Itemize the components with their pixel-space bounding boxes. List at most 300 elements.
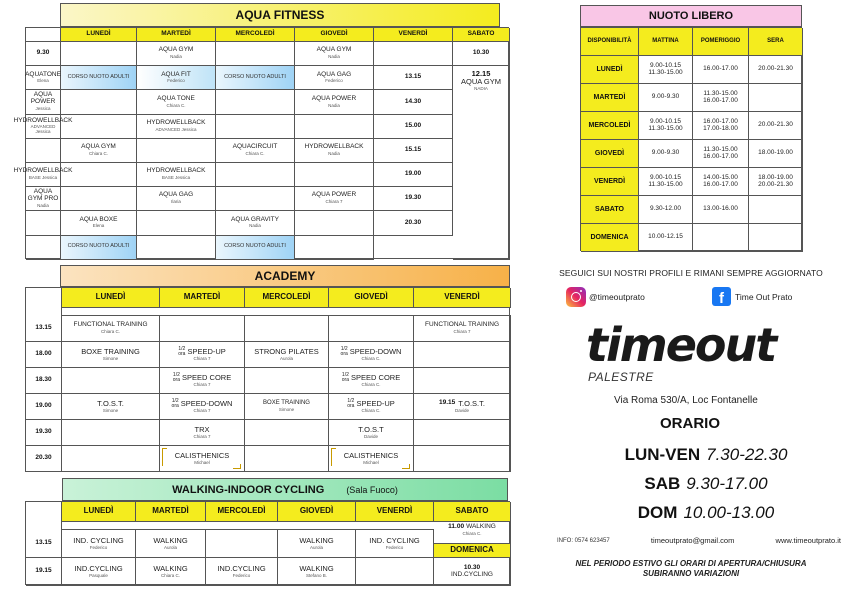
class-name: AQUA TONE xyxy=(157,94,195,102)
day-header xyxy=(160,288,245,308)
class-cell[interactable] xyxy=(374,42,453,66)
column-header xyxy=(749,28,803,56)
day-header xyxy=(434,502,511,522)
spacer xyxy=(62,308,160,316)
follow-text: SEGUICI SUI NOSTRI PROFILI E RIMANI SEMPRE AGGIORNATO xyxy=(559,268,823,278)
day-header xyxy=(62,288,160,308)
instructor: Simone xyxy=(102,407,119,413)
class-name: AQUA GAG xyxy=(158,191,194,199)
class-name: TRX xyxy=(194,424,210,434)
class-cell[interactable] xyxy=(295,236,374,260)
instructor: Jessica xyxy=(35,105,51,111)
friday-time: 19.15 xyxy=(439,398,456,406)
day-label: LUNEDÌ xyxy=(83,506,114,516)
slot-cell xyxy=(693,56,749,84)
class-name: AQUA GAG xyxy=(316,70,352,78)
class-cell[interactable] xyxy=(137,187,216,211)
class-cell[interactable] xyxy=(62,446,160,472)
class-name: CALISTHENICS xyxy=(343,450,399,460)
class-name: T.O.S.T xyxy=(358,424,384,434)
class-cell[interactable] xyxy=(295,211,374,235)
address: Via Roma 530/A, Loc Fontanelle xyxy=(614,395,758,406)
aqua-fitness-title-text: AQUA FITNESS xyxy=(235,8,325,22)
nuoto-libero-title-text: NUOTO LIBERO xyxy=(648,10,734,22)
day-header xyxy=(136,502,206,522)
class-cell[interactable] xyxy=(206,530,278,558)
class-name: T.O.S.T. xyxy=(458,398,485,408)
spacer xyxy=(206,522,278,530)
spacer xyxy=(278,522,356,530)
day-header xyxy=(356,502,434,522)
hours-row xyxy=(586,498,826,527)
saturday-time: 12.15 xyxy=(471,69,491,79)
slot-cell xyxy=(749,112,803,140)
slot-cell xyxy=(693,112,749,140)
walking-title-text: WALKING-INDOOR CYCLING xyxy=(172,483,325,496)
time-cell: 20.30 xyxy=(374,211,453,235)
class-name: IND.CYCLING xyxy=(217,563,266,573)
class-cell[interactable] xyxy=(216,42,295,66)
class-cell[interactable] xyxy=(245,394,329,420)
class-cell[interactable] xyxy=(295,163,374,187)
class-name: AQUA GYM PRO xyxy=(27,188,59,202)
instructor: Nadia xyxy=(249,223,261,229)
class-cell[interactable] xyxy=(329,446,414,472)
class-cell[interactable] xyxy=(62,558,136,586)
class-cell[interactable] xyxy=(295,187,374,211)
slot-cell xyxy=(693,168,749,196)
time-slot: 18.00-19.00 xyxy=(758,149,793,157)
spacer xyxy=(329,308,414,316)
class-cell[interactable] xyxy=(216,211,295,235)
class-name: AQUATONE xyxy=(25,70,61,78)
time-cell: 15.00 xyxy=(374,115,453,139)
hours-days: LUN-VEN xyxy=(624,445,701,464)
slot-cell xyxy=(693,84,749,112)
day-label: MARTEDÌ xyxy=(183,292,221,302)
nuoto-libero-title xyxy=(580,5,802,27)
class-name: AQUA GYM xyxy=(158,46,194,54)
instructor: Davide xyxy=(363,433,378,439)
day-cell xyxy=(581,140,639,168)
slot-cell xyxy=(749,168,803,196)
day-label: MARTEDÌ xyxy=(161,30,191,38)
hours-time: 9.30-17.00 xyxy=(686,474,768,493)
corner-cell xyxy=(26,28,61,42)
arrow-corner-icon xyxy=(233,464,241,469)
day-label: SABATO xyxy=(595,205,624,213)
class-cell[interactable] xyxy=(329,394,414,420)
summer-notice: NEL PERIODO ESTIVO GLI ORARI DI APERTURA/CHIUSURA SUBIRANNO VARIAZIONI xyxy=(575,559,807,578)
instructor: Michael xyxy=(194,459,210,465)
hours-days: SAB xyxy=(644,474,681,493)
facebook-link[interactable] xyxy=(712,287,792,306)
aqua-fitness-title xyxy=(60,3,500,27)
class-cell[interactable] xyxy=(26,66,61,90)
class-cell[interactable] xyxy=(137,211,216,235)
class-name: AQUA POWER xyxy=(30,91,56,106)
time-cell: 19.30 xyxy=(374,187,453,211)
time-cell: 19.30 xyxy=(26,420,62,446)
instructor: Aurola xyxy=(309,544,323,550)
class-cell[interactable] xyxy=(26,211,61,235)
day-label: VENERDÌ xyxy=(376,506,413,516)
facebook-icon: f xyxy=(712,287,731,306)
class-cell[interactable] xyxy=(26,236,61,260)
class-cell[interactable] xyxy=(216,90,295,114)
hours-row xyxy=(586,469,826,498)
day-label: DOMENICA xyxy=(590,233,629,241)
time-slot: 10.00-12.15 xyxy=(648,233,683,241)
instructor: Federico xyxy=(385,544,404,550)
class-cell[interactable] xyxy=(278,530,356,558)
time-slot: 20.00-21.30 xyxy=(758,65,793,73)
day-header xyxy=(374,28,453,42)
class-cell[interactable] xyxy=(329,368,414,394)
class-cell[interactable] xyxy=(26,187,61,211)
saturday-instructor: Chiara C. xyxy=(462,530,482,536)
slot-cell xyxy=(693,140,749,168)
class-cell[interactable] xyxy=(61,236,137,260)
class-name: AQUA GYM xyxy=(316,46,352,54)
slot-cell xyxy=(749,224,803,252)
instructor: Federico xyxy=(167,78,185,84)
day-header xyxy=(245,288,329,308)
day-header xyxy=(453,28,510,42)
time-slot: 9.30-12.00 xyxy=(649,205,682,213)
instructor: ADVANCED Jessica xyxy=(30,124,56,135)
arrow-corner-icon xyxy=(402,464,410,469)
class-cell[interactable] xyxy=(295,66,374,90)
day-cell xyxy=(581,196,639,224)
time-cell: 13.15 xyxy=(374,66,453,90)
column-header xyxy=(639,28,693,56)
day-label: MERCOLEDÌ xyxy=(262,292,311,302)
day-label: MERCOLEDÌ xyxy=(217,506,266,516)
class-cell[interactable] xyxy=(137,90,216,114)
day-header xyxy=(137,28,216,42)
instructor: Chiara 7 xyxy=(193,382,211,388)
day-label: LUNEDÌ xyxy=(95,292,126,302)
class-name: IND. CYCLING xyxy=(369,535,420,545)
instructor: Nadia xyxy=(328,150,340,156)
class-name: SPEED CORE xyxy=(351,372,401,382)
day-cell xyxy=(581,224,639,252)
spacer xyxy=(245,308,329,316)
class-name: CORSO NUOTO ADULTI xyxy=(67,243,130,250)
day-label: VENERDÌ xyxy=(593,177,626,185)
instructor: Elena xyxy=(37,78,49,84)
slot-cell xyxy=(639,168,693,196)
class-cell[interactable] xyxy=(61,90,137,114)
half-hour-icon: 1/2 ora xyxy=(340,346,348,357)
class-cell[interactable] xyxy=(61,115,137,139)
timeout-logo-text: timeout xyxy=(586,318,776,372)
instructor: Federico xyxy=(325,78,343,84)
instructor: BASE Jessica xyxy=(28,175,58,181)
class-cell[interactable] xyxy=(62,394,160,420)
walking-table xyxy=(25,501,510,585)
class-cell[interactable] xyxy=(245,368,329,394)
sunday-class: IND.CYCLING xyxy=(451,570,493,578)
saturday-cell[interactable] xyxy=(453,66,510,260)
day-cell xyxy=(581,56,639,84)
instagram-handle: @timeoutprato xyxy=(589,292,645,302)
column-header xyxy=(693,28,749,56)
time-slot: 9.00-10.15 11.30-15.00 xyxy=(648,117,683,132)
class-name: WALKING xyxy=(299,563,334,573)
slot-cell xyxy=(639,224,693,252)
class-name: AQUA GRAVITY xyxy=(231,215,279,223)
instructor: Federico xyxy=(89,544,108,550)
class-cell[interactable] xyxy=(61,211,137,235)
header-label: DISPONIBILITÀ xyxy=(587,38,632,45)
time-slot: 16.00-17.00 xyxy=(703,65,738,73)
walking-subtitle: (Sala Fuoco) xyxy=(346,484,398,495)
academy-table xyxy=(25,287,510,472)
class-cell[interactable] xyxy=(62,368,160,394)
day-label: GIOVEDÌ xyxy=(354,292,388,302)
class-cell[interactable] xyxy=(137,42,216,66)
class-cell[interactable] xyxy=(329,316,414,342)
day-header xyxy=(62,502,136,522)
class-name: HYDROWELLBACK xyxy=(146,167,206,175)
slot-cell xyxy=(639,56,693,84)
slot-cell xyxy=(749,84,803,112)
saturday-class: WALKING xyxy=(466,523,496,530)
arrow-corner-icon xyxy=(162,448,167,466)
timeout-logo-sub: PALESTRE xyxy=(588,370,654,384)
class-cell[interactable] xyxy=(61,139,137,163)
class-cell[interactable] xyxy=(414,368,511,394)
hours-row xyxy=(586,440,826,469)
class-name: WALKING xyxy=(153,563,188,573)
header-label: POMERIGGIO xyxy=(700,38,741,45)
class-cell[interactable] xyxy=(216,115,295,139)
time-slot: 16.00-17.00 17.00-18.00 xyxy=(703,117,738,132)
nuoto-libero-table xyxy=(580,27,802,251)
day-header xyxy=(61,28,137,42)
time-cell: 19.15 xyxy=(26,558,62,586)
class-cell[interactable] xyxy=(160,368,245,394)
day-header xyxy=(278,502,356,522)
spacer xyxy=(62,522,136,530)
time-cell: 19.00 xyxy=(26,394,62,420)
header-label: SERA xyxy=(767,38,784,45)
class-cell[interactable] xyxy=(137,236,216,260)
class-cell[interactable] xyxy=(329,420,414,446)
class-cell[interactable] xyxy=(62,342,160,368)
instructor: BASE Jessica xyxy=(161,175,191,181)
time-slot: 9.00-9.30 xyxy=(651,149,680,157)
spacer xyxy=(136,522,206,530)
class-cell[interactable] xyxy=(216,187,295,211)
time-slot: 11.30-15.00 16.00-17.00 xyxy=(703,145,738,160)
class-cell[interactable] xyxy=(295,42,374,66)
email-link[interactable]: timeoutprato@gmail.com xyxy=(650,536,735,545)
class-cell[interactable] xyxy=(160,316,245,342)
class-name: HYDROWELLBACK xyxy=(13,167,73,175)
class-cell[interactable] xyxy=(62,316,160,342)
instructor: Davide xyxy=(454,407,469,413)
class-cell[interactable] xyxy=(13,115,73,139)
header-label: MATTINA xyxy=(652,38,679,45)
class-cell[interactable] xyxy=(136,558,206,586)
instructor: Chiara 7 xyxy=(453,329,471,335)
class-name: AQUA BOXE xyxy=(79,215,118,223)
day-label: GIOVEDÌ xyxy=(594,149,625,157)
class-cell[interactable] xyxy=(26,90,61,114)
slot-cell xyxy=(693,196,749,224)
half-hour-icon: 1/2 ora xyxy=(341,372,350,383)
half-hour-icon: 1/2 ora xyxy=(171,398,179,409)
instructor: Aurola xyxy=(163,544,177,550)
class-cell[interactable] xyxy=(356,558,434,586)
day-label: SABATO xyxy=(467,30,495,38)
day-label: VENERDÌ xyxy=(398,30,428,38)
half-hour-icon: 1/2 ora xyxy=(347,398,355,409)
class-name: CORSO NUOTO ADULTI xyxy=(224,243,286,250)
class-cell[interactable] xyxy=(13,163,73,187)
class-name: CORSO NUOTO ADULTI xyxy=(224,73,286,80)
class-cell[interactable] xyxy=(278,558,356,586)
class-cell[interactable] xyxy=(414,316,511,342)
corner-cell xyxy=(26,502,62,530)
time-cell: 10.30 xyxy=(453,42,510,66)
instructor: Simone xyxy=(102,355,119,361)
day-label: LUNEDÌ xyxy=(86,30,111,38)
class-cell[interactable] xyxy=(216,66,295,90)
class-cell[interactable] xyxy=(26,139,61,163)
orario-title: ORARIO xyxy=(660,415,720,432)
instructor: Chiara C. xyxy=(160,572,180,578)
class-cell[interactable] xyxy=(414,342,511,368)
class-cell[interactable] xyxy=(356,530,434,558)
day-label: MARTEDÌ xyxy=(152,506,189,516)
class-name: SPEED-DOWN xyxy=(349,346,402,356)
class-cell[interactable] xyxy=(414,420,511,446)
website-link[interactable]: www.timeoutprato.it xyxy=(775,536,841,545)
class-name: HYDROWELLBACK xyxy=(146,118,206,126)
sunday-header: DOMENICA xyxy=(434,543,510,557)
class-name: FUNCTIONAL TRAINING xyxy=(73,321,148,329)
class-cell[interactable] xyxy=(216,139,295,163)
class-name: IND. CYCLING xyxy=(73,535,124,545)
class-cell[interactable] xyxy=(137,66,216,90)
time-cell: 18.00 xyxy=(26,342,62,368)
class-cell[interactable] xyxy=(61,163,137,187)
instructor: Simone xyxy=(278,406,295,412)
instructor: Chiara C. xyxy=(100,329,120,335)
slot-cell xyxy=(639,140,693,168)
facebook-page: Time Out Prato xyxy=(735,291,793,302)
class-cell[interactable] xyxy=(329,342,414,368)
instructor: Chiara C. xyxy=(245,150,265,156)
time-cell: 19.00 xyxy=(374,163,453,187)
spacer xyxy=(356,522,434,530)
instructor: Michael xyxy=(363,459,379,465)
class-cell[interactable] xyxy=(245,316,329,342)
class-cell[interactable] xyxy=(136,530,206,558)
class-name: WALKING xyxy=(299,535,334,545)
instructor: Chiara 7 xyxy=(193,433,211,439)
hours-time: 10.00-13.00 xyxy=(683,503,775,522)
instructor: Elena xyxy=(92,223,105,229)
class-cell[interactable] xyxy=(160,420,245,446)
class-cell[interactable] xyxy=(245,420,329,446)
class-cell[interactable] xyxy=(61,187,137,211)
instructor: Chiara 7 xyxy=(193,356,211,362)
class-cell[interactable] xyxy=(295,139,374,163)
class-cell[interactable] xyxy=(245,446,329,472)
time-slot: 9.00-10.15 11.30-15.00 xyxy=(648,173,683,188)
class-cell[interactable] xyxy=(62,420,160,446)
class-name: AQUA GYM xyxy=(81,143,116,151)
instructor: Aurola xyxy=(279,355,293,361)
class-name: FUNCTIONAL TRAINING xyxy=(424,321,500,329)
time-cell: 13.15 xyxy=(26,316,62,342)
class-cell[interactable] xyxy=(216,236,295,260)
time-slot: 11.30-15.00 16.00-17.00 xyxy=(703,89,738,104)
aqua-fitness-table xyxy=(13,27,509,259)
instructor: Federico xyxy=(232,572,251,578)
instagram-icon xyxy=(566,287,586,307)
sunday-cell[interactable] xyxy=(434,558,511,586)
time-slot: 20.00-21.30 xyxy=(758,121,793,129)
time-slot: 14.00-15.00 16.00-17.00 xyxy=(703,173,738,188)
day-header xyxy=(295,28,374,42)
class-cell[interactable] xyxy=(295,115,374,139)
instagram-link[interactable] xyxy=(566,287,645,307)
day-cell xyxy=(581,112,639,140)
class-cell[interactable] xyxy=(160,394,245,420)
academy-title-text: ACADEMY xyxy=(254,269,316,283)
class-cell[interactable] xyxy=(137,163,216,187)
column-header xyxy=(581,28,639,56)
class-cell[interactable] xyxy=(137,139,216,163)
class-cell[interactable] xyxy=(137,115,216,139)
class-cell[interactable] xyxy=(160,446,245,472)
class-name: SPEED-DOWN xyxy=(180,398,233,408)
day-header xyxy=(329,288,414,308)
class-cell[interactable] xyxy=(61,42,137,66)
slot-cell xyxy=(749,140,803,168)
class-cell[interactable] xyxy=(62,530,136,558)
class-cell[interactable] xyxy=(61,66,137,90)
class-cell[interactable] xyxy=(160,342,245,368)
day-cell xyxy=(581,84,639,112)
saturday-time: 11.00 xyxy=(448,523,465,530)
class-name: HYDROWELLBACK xyxy=(304,143,364,151)
day-label: LUNEDÌ xyxy=(596,65,623,73)
class-name: IND.CYCLING xyxy=(74,563,123,573)
class-cell[interactable] xyxy=(216,163,295,187)
class-name: SPEED-UP xyxy=(187,346,226,356)
class-cell[interactable] xyxy=(414,446,511,472)
class-cell[interactable] xyxy=(206,558,278,586)
class-cell[interactable] xyxy=(245,342,329,368)
class-name: AQUA POWER xyxy=(311,191,357,199)
instructor: Chiara 7 xyxy=(325,199,343,205)
time-cell: 15.15 xyxy=(374,139,453,163)
class-cell[interactable] xyxy=(295,90,374,114)
class-cell[interactable] xyxy=(414,394,511,420)
saturday-cell[interactable] xyxy=(434,522,511,558)
instructor: Nadia xyxy=(328,54,340,60)
instructor: Chiara C. xyxy=(88,150,108,156)
opening-hours xyxy=(586,440,826,527)
class-name: SPEED CORE xyxy=(182,372,232,382)
